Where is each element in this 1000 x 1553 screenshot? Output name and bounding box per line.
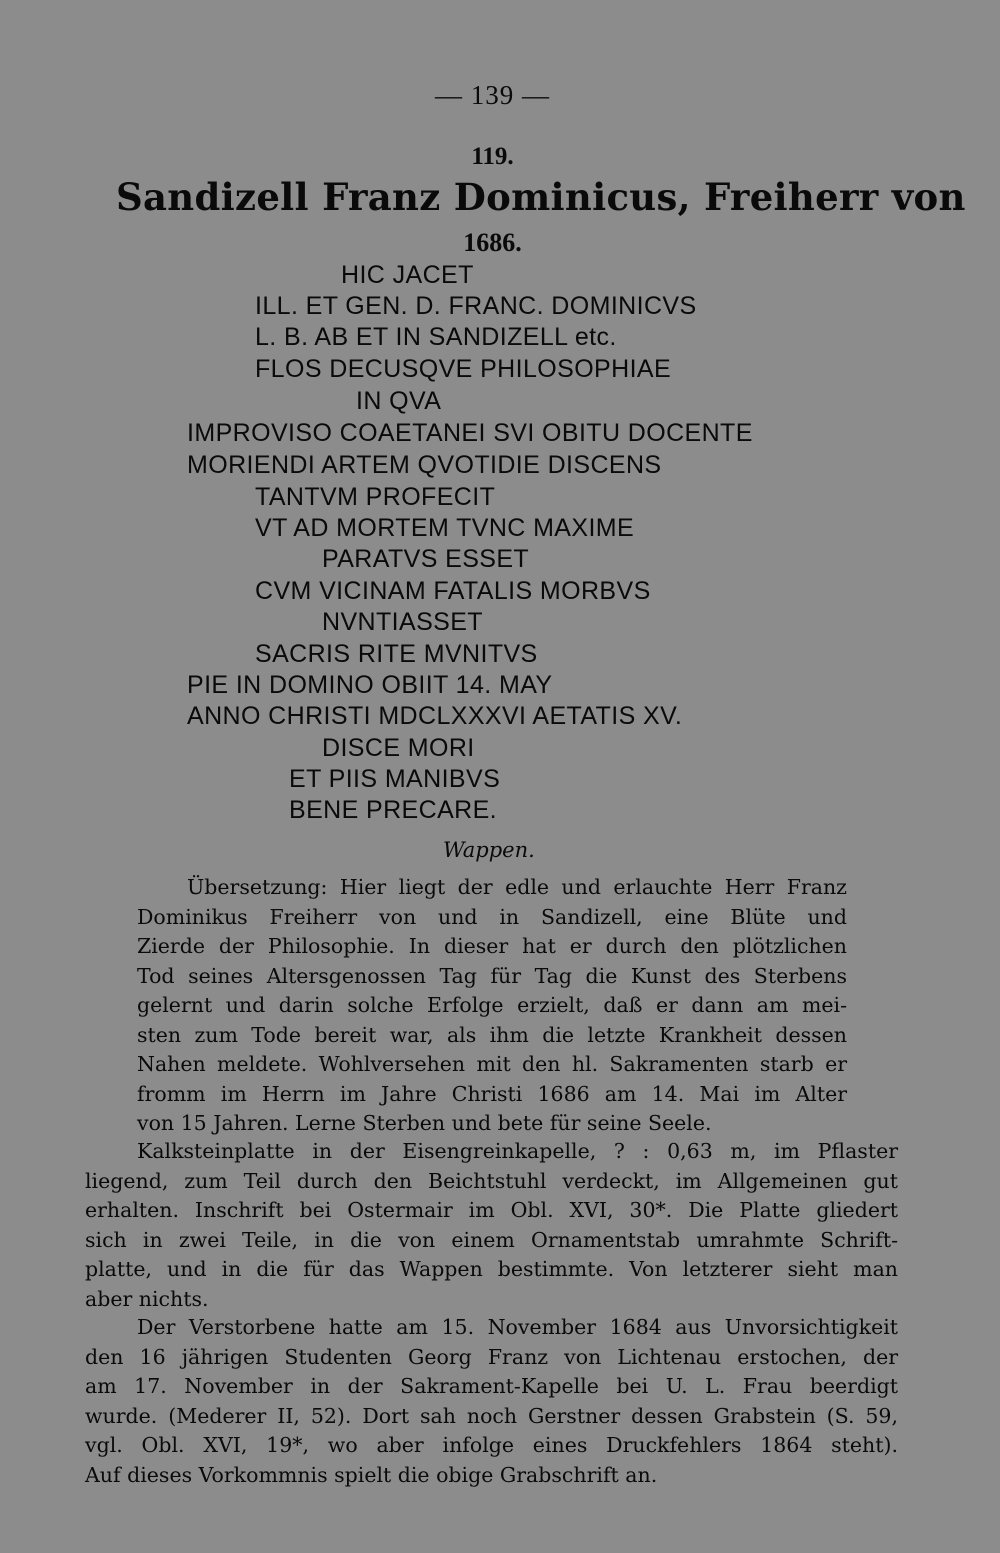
text-line: platte, und in die für das Wappen bestimmte. Von letzterer sieht man bbox=[85, 1257, 898, 1281]
inscription-line: HIC JACET bbox=[341, 261, 474, 289]
text-line: liegend, zum Teil durch den Beichtstuhl verdeckt, im Allgemeinen gut bbox=[85, 1168, 898, 1193]
inscription-line: TANTVM PROFECIT bbox=[255, 483, 496, 511]
inscription-line: IMPROVISO COAETANEI SVI OBITU DOCENTE bbox=[187, 419, 753, 447]
inscription-line: PARATVS ESSET bbox=[322, 545, 530, 573]
text-line: Tod seines Altersgenossen Tag für Tag die Kunst des Sterbens bbox=[137, 963, 847, 988]
page-number: — 139 — bbox=[435, 80, 550, 110]
entry-number: 119. bbox=[471, 143, 514, 170]
inscription-line: BENE PRECARE. bbox=[289, 796, 498, 824]
text-line: Zierde der Philosophie. In dieser hat er durch den plötzlichen bbox=[137, 934, 847, 958]
inscription-line: MORIENDI ARTEM QVOTIDIE DISCENS bbox=[187, 451, 662, 479]
text-line: wurde. (Mederer II, 52). Dort sah noch Gerstner dessen Grabstein (S. 59, bbox=[85, 1403, 898, 1428]
inscription-line: SACRIS RITE MVNITVS bbox=[255, 640, 538, 668]
text-line: sich in zwei Teile, in die von einem Ornamentstab umrahmte Schrift- bbox=[85, 1227, 898, 1252]
inscription-line: VT AD MORTEM TVNC MAXIME bbox=[255, 514, 635, 542]
inscription-line: FLOS DECUSQVE PHILOSOPHIAE bbox=[255, 355, 672, 383]
text-line: vgl. Obl. XVI, 19*, wo aber infolge eines Druckfehlers 1864 steht). bbox=[85, 1433, 898, 1457]
inscription-line: NVNTIASSET bbox=[322, 608, 483, 636]
inscription-line: L. B. AB ET IN SANDIZELL etc. bbox=[255, 323, 617, 351]
coat-of-arms-caption: Wappen. bbox=[443, 838, 535, 862]
text-line: sten zum Tode bereit war, als ihm die letzte Krankheit dessen bbox=[137, 1022, 847, 1047]
text-line: Kalksteinplatte in der Eisengreinkapelle, ? : 0,63 m, im Pflaster bbox=[137, 1139, 898, 1163]
inscription-line: CVM VICINAM FATALIS MORBVS bbox=[255, 577, 651, 605]
text-line: Dominikus Freiherr von und in Sandizell, eine Blüte und bbox=[137, 904, 847, 929]
text-line: von 15 Jahren. Lerne Sterben und bete für seine Seele. bbox=[137, 1111, 712, 1135]
description-paragraph bbox=[85, 1137, 898, 1314]
text-line: den 16 jährigen Studenten Georg Franz von Lichtenau erstochen, der bbox=[85, 1344, 898, 1369]
inscription-line: IN QVA bbox=[356, 387, 442, 415]
text-line: Übersetzung: Hier liegt der edle und erlauchte Herr Franz bbox=[187, 875, 847, 899]
text-line: am 17. November in der Sakrament-Kapelle bei U. L. Frau beerdigt bbox=[85, 1374, 898, 1398]
text-line: aber nichts. bbox=[85, 1286, 209, 1311]
inscription-line: ET PIIS MANIBVS bbox=[289, 765, 501, 793]
text-line: Der Verstorbene hatte am 15. November 1684 aus Unvorsichtigkeit bbox=[137, 1315, 898, 1339]
inscription-line: DISCE MORI bbox=[322, 734, 475, 762]
text-line: fromm im Herrn im Jahre Christi 1686 am 14. Mai im Alter bbox=[137, 1081, 847, 1106]
text-line: Nahen meldete. Wohlversehen mit den hl. Sakramenten starb er bbox=[137, 1052, 847, 1076]
inscription-line: PIE IN DOMINO OBIIT 14. MAY bbox=[187, 671, 553, 699]
history-paragraph bbox=[85, 1313, 898, 1490]
text-line: erhalten. Inschrift bei Ostermair im Obl. XVI, 30*. Die Platte gliedert bbox=[85, 1198, 898, 1222]
translation-paragraph bbox=[137, 873, 847, 1139]
inscription-line: ANNO CHRISTI MDCLXXXVI AETATIS XV. bbox=[187, 702, 683, 730]
text-line: Auf dieses Vorkommnis spielt die obige Grabschrift an. bbox=[85, 1462, 658, 1487]
text-line: gelernt und darin solche Erfolge erzielt, daß er dann am mei- bbox=[137, 993, 847, 1017]
entry-year: 1686. bbox=[463, 228, 522, 257]
entry-title: Sandizell Franz Dominicus, Freiherr von bbox=[116, 175, 966, 219]
inscription-line: ILL. ET GEN. D. FRANC. DOMINICVS bbox=[255, 292, 697, 320]
